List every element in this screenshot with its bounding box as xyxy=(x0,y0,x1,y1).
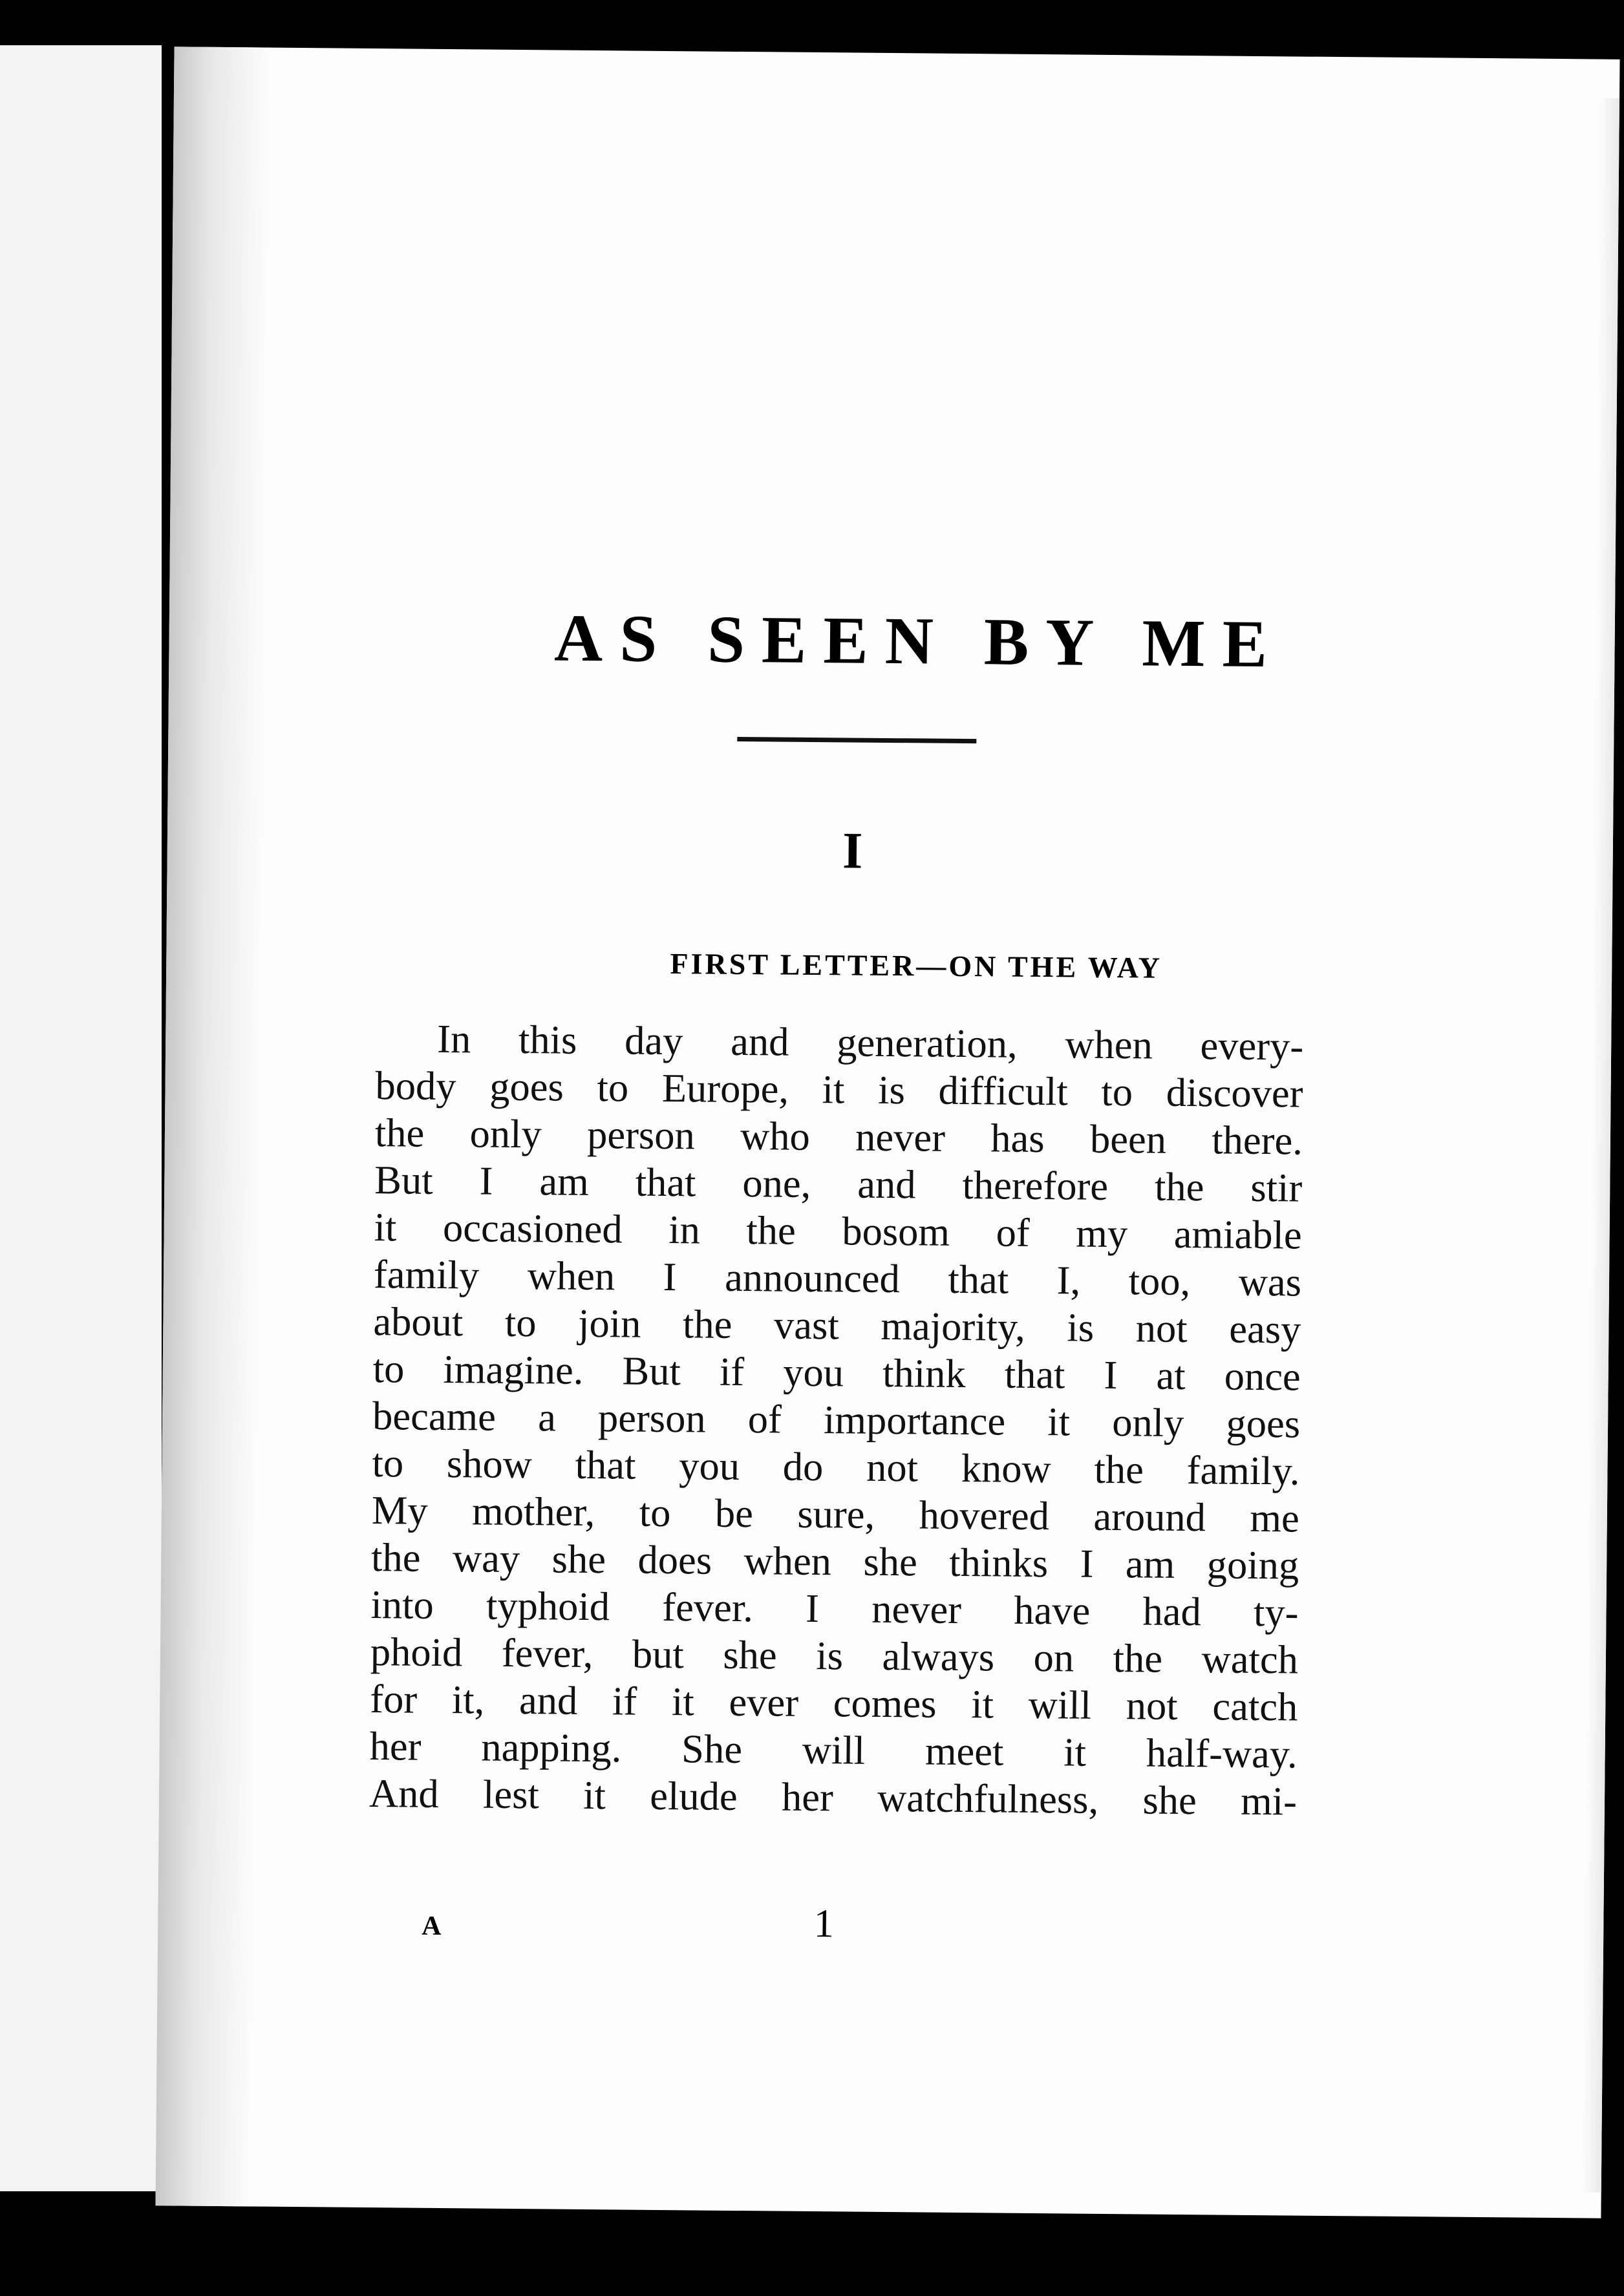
text-line: phoid fever, but she is always on the watch xyxy=(370,1629,1299,1683)
text-line: family when I announced that I, too, was xyxy=(373,1251,1302,1305)
title-rule xyxy=(737,737,976,743)
text-line: her napping. She will meet it half-way. xyxy=(369,1723,1298,1777)
text-line: body goes to Europe, it is difficult to discover xyxy=(375,1063,1303,1116)
book-title: AS SEEN BY ME xyxy=(553,601,1285,682)
text-line: My mother, to be sure, hovered around me xyxy=(371,1487,1300,1541)
text-line: about to join the vast majority, is not easy xyxy=(373,1299,1301,1352)
text-line: the only person who never has been there. xyxy=(374,1110,1303,1164)
chapter-number: I xyxy=(842,822,863,880)
text-line: But I am that one, and therefore the stir xyxy=(374,1157,1303,1211)
text-line: to imagine. But if you think that I at once xyxy=(372,1346,1301,1399)
text-line: And lest it elude her watchfulness, she mi- xyxy=(369,1770,1298,1824)
text-line: In this day and generation, when every- xyxy=(436,1015,1304,1069)
book-page xyxy=(155,47,1619,2218)
signature-mark: A xyxy=(422,1911,442,1942)
text-line: into typhoid fever. I never have had ty- xyxy=(370,1582,1299,1635)
text-line: it occasioned in the bosom of my amiable xyxy=(374,1204,1302,1258)
page-number: 1 xyxy=(813,1902,835,1946)
page-gutter xyxy=(155,47,271,2206)
chapter-title: FIRST LETTER—ON THE WAY xyxy=(670,947,1163,984)
facing-page-edge xyxy=(0,45,162,2191)
text-line: became a person of importance it only goes xyxy=(372,1393,1301,1447)
text-line: to show that you do not know the family. xyxy=(372,1440,1300,1494)
page-edge xyxy=(1582,98,1619,2193)
text-line: for it, and if it ever comes it will not catch xyxy=(370,1676,1298,1730)
text-line: the way she does when she thinks I am going xyxy=(370,1535,1299,1588)
body-text xyxy=(369,1015,1304,1825)
